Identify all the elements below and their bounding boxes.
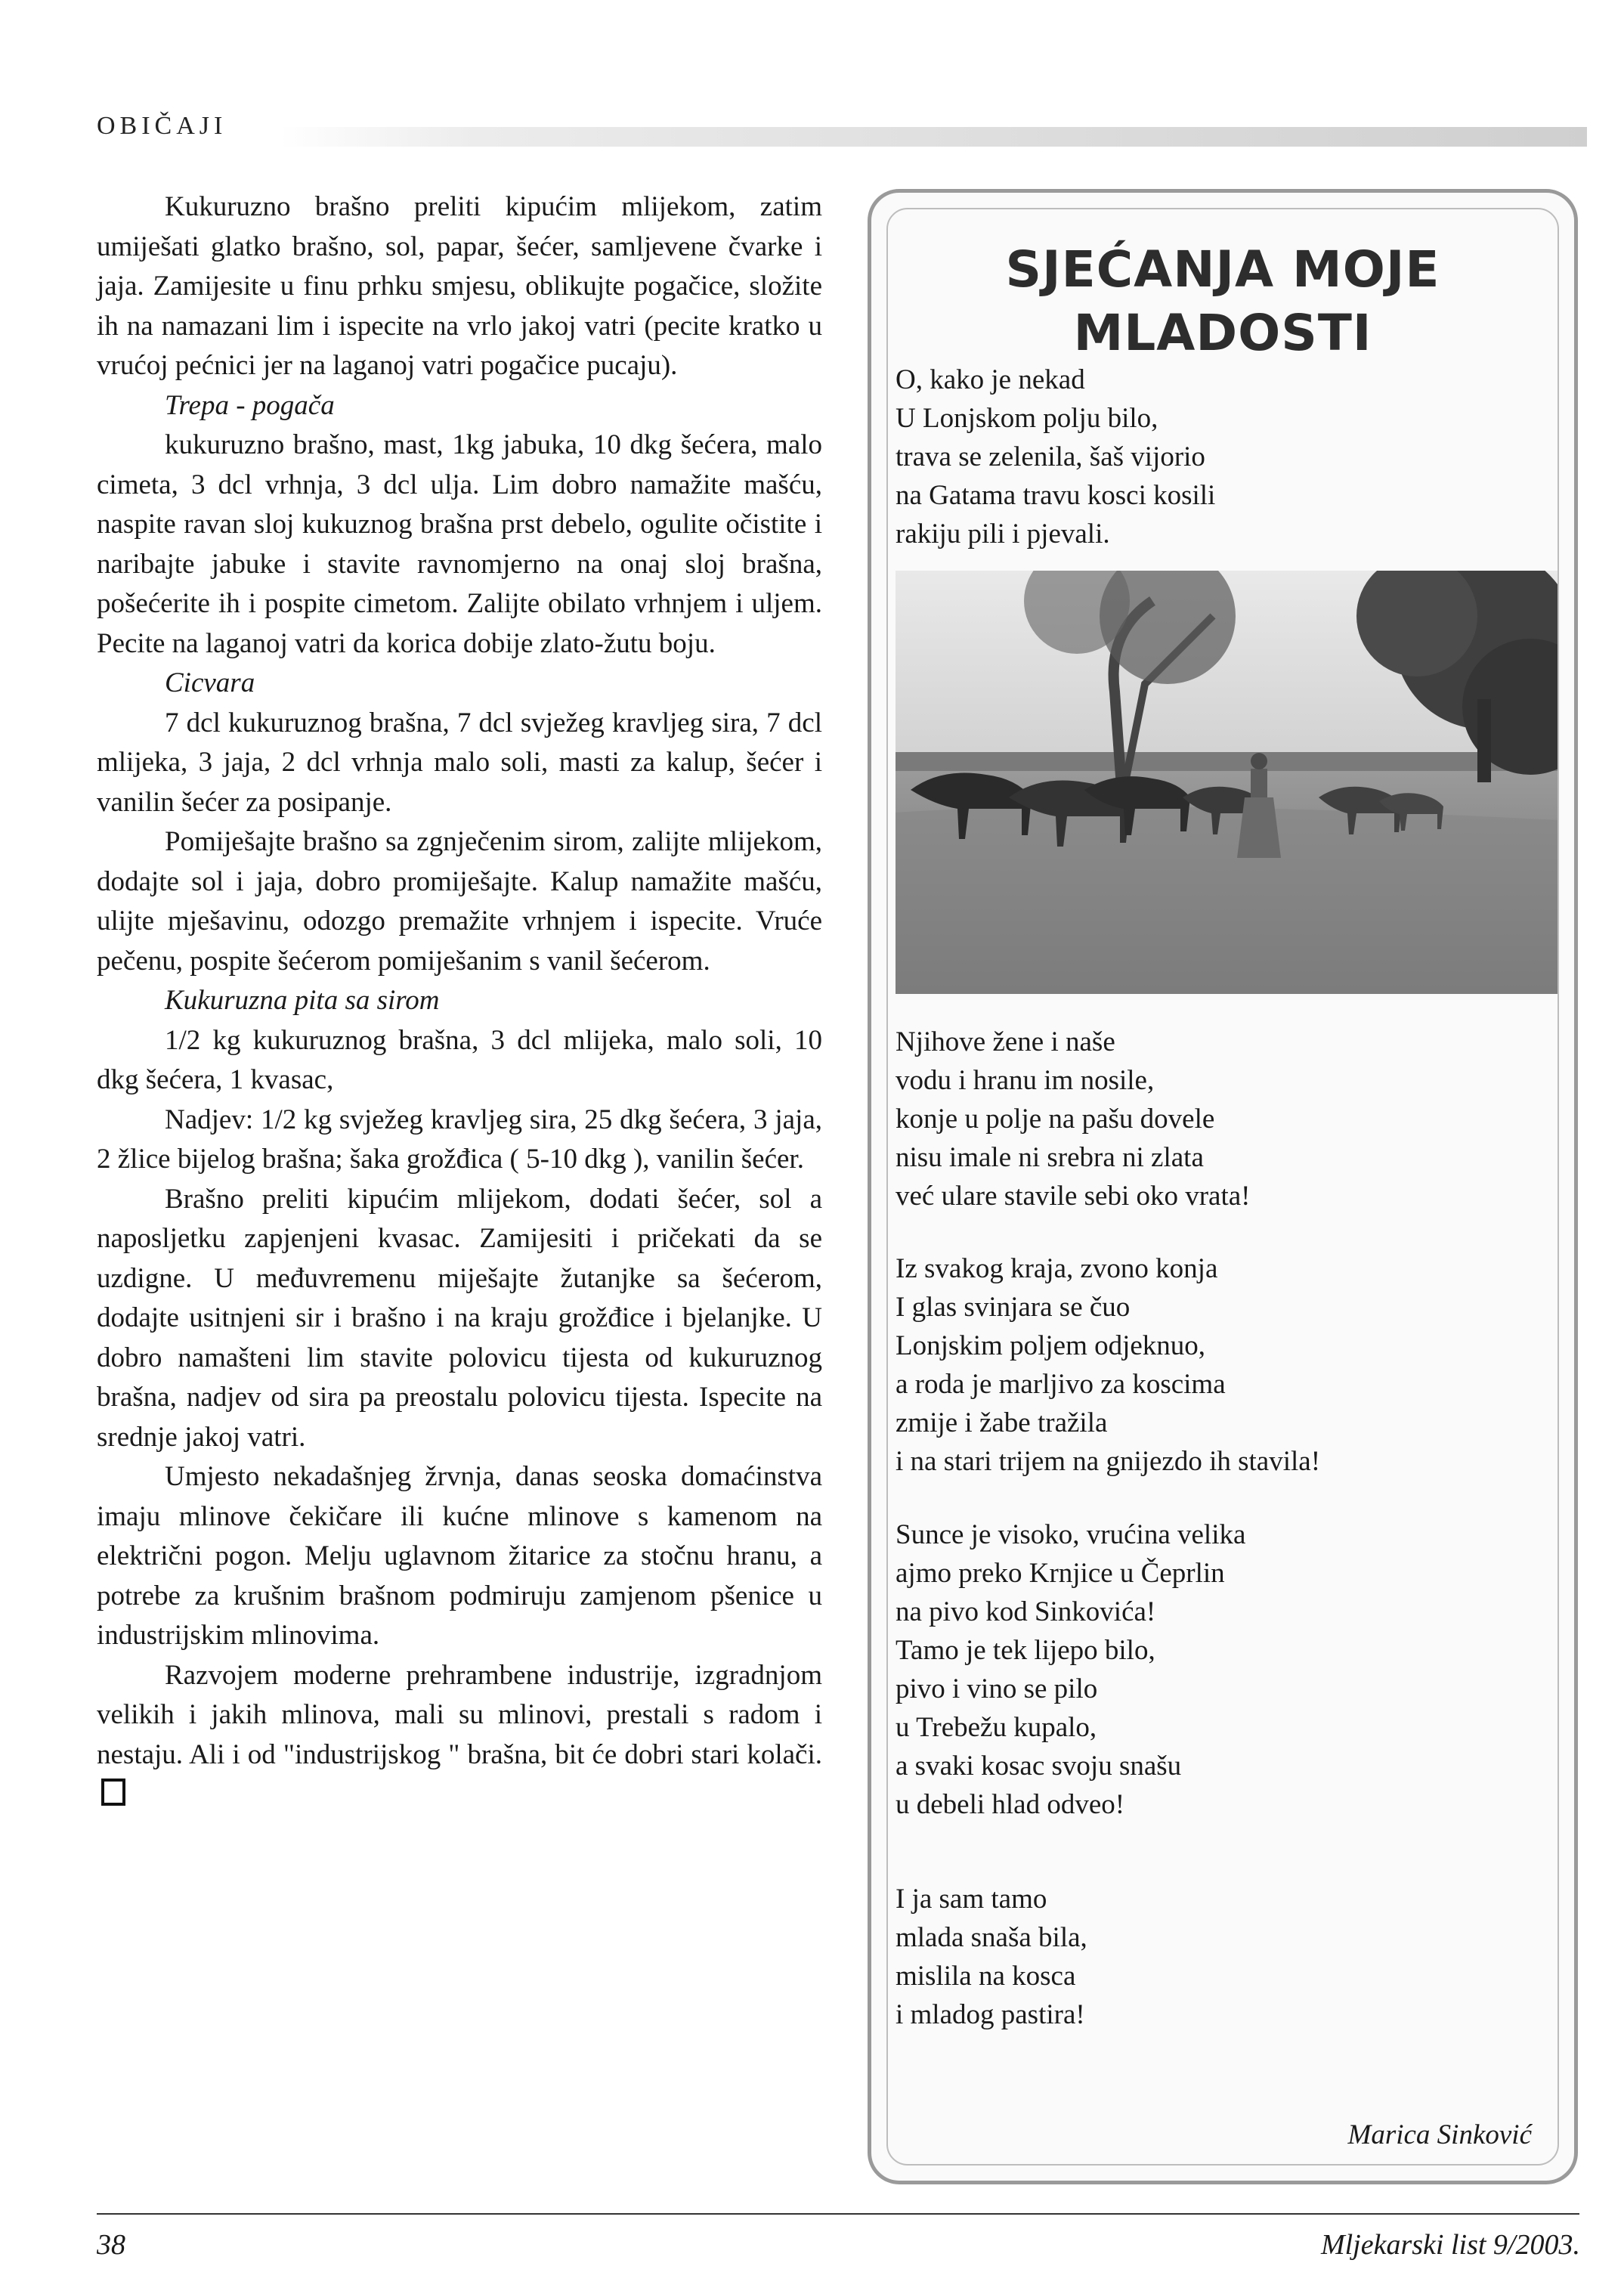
end-mark-icon bbox=[101, 1779, 125, 1806]
horses-photo-image bbox=[896, 571, 1557, 994]
paragraph-mills: Umjesto nekadašnjeg žrvnja, danas seoska domaćinstva imaju mlinove čekičare ili kućne mlinove s kamenom na električni pogon. Melju uglavnom žitarice za stočnu hranu, a potrebe za krušnim brašnom podmiruju zamjenom pšenice u industrijskim mlinovima. bbox=[97, 1461, 822, 1651]
poem-title-line1: SJEĆANJA MOJE bbox=[1005, 240, 1440, 299]
paragraph-pita-method: Brašno preliti kipućim mlijekom, dodati šećer, sol a naposljetku zapjenjeni kvasac. Zamijesiti i pričekati da se uzdigne. U međuvremenu miješajte žutanjke sa šećerom, dodajte usitnjeni sir i brašno i na kraju grožđice i bjelanjke. U dobro namašteni lim stavite polovicu tijesta od kukuruznog brašna, nadjev od sira pa preostalu polovicu tijesta. Ispecite na srednje jakoj vatri. bbox=[97, 1183, 822, 1453]
footer-rule bbox=[97, 2213, 1579, 2215]
stanza-5: I ja sam tamo mlada snaša bila, mislila na kosca i mladog pastira! bbox=[896, 1884, 1087, 2030]
paragraph-cicvara-ingredients: 7 dcl kukuruznog brašna, 7 dcl svježeg kravljeg sira, 7 dcl mlijeka, 3 jaja, 2 dcl vrhnja malo soli, masti za kalup, šećer i vanilin šećer za posipanje. bbox=[97, 707, 822, 818]
paragraph-trepa: kukuruzno brašno, mast, 1kg jabuka, 10 dkg šećera, malo cimeta, 3 dcl vrhnja, 3 dcl ulja. Lim dobro namažite mašću, naspite ravan sloj kukuznog brašna prst debelo, ogulite očistite i naribajte jabuke i stavite ravnomjerno na onaj sloj brašna, pošećerite ih i pospite cimetom. Zalijte obilato vrhnjem i uljem. Pecite na laganoj vatri da korica dobije zlato-žutu boju. bbox=[97, 429, 822, 659]
poem-title-line2: MLADOSTI bbox=[1073, 304, 1372, 362]
stanza-2: Njihove žene i naše vodu i hranu im nosile, konje u polje na pašu dovele nisu imale ni srebra ni zlata već ulare stavile sebi oko vrata! bbox=[896, 1026, 1251, 1212]
stanza-1: O, kako je nekad U Lonjskom polju bilo, trava se zelenila, šaš vijorio na Gatama travu kosci kosili rakiju pili i pjevali. bbox=[896, 364, 1216, 550]
header-rule bbox=[280, 127, 1587, 147]
paragraph-pita-ingredients: 1/2 kg kukuruznog brašna, 3 dcl mlijeka, malo soli, 10 dkg šećera, 1 kvasac, bbox=[97, 1024, 822, 1095]
recipe-title-pita: Kukuruzna pita sa sirom bbox=[165, 985, 440, 1016]
journal-title: Mljekarski list 9/2003. bbox=[1320, 2229, 1580, 2261]
section-label: OBIČAJI bbox=[97, 112, 227, 140]
paragraph-intro: Kukuruzno brašno preliti kipućim mlijekom, zatim umiješati glatko brašno, sol, papar, šećer, samljevene čvarke i jaja. Zamijesite u finu prhku smjesu, oblikujte pogačice, složite ih na namazani lim i ispecite na vrlo jakoj vatri (pecite kratko u vrućoj pećnici jer na laganoj vatri pogačice pucaju). bbox=[97, 191, 822, 381]
page-number: 38 bbox=[97, 2229, 125, 2261]
recipe-title-cicvara: Cicvara bbox=[165, 667, 255, 698]
paragraph-pita-filling: Nadjev: 1/2 kg svježeg kravljeg sira, 25 dkg šećera, 3 jaja, 2 žlice bijelog brašna; šaka grožđica ( 5-10 dkg ), vanilin šećer. bbox=[97, 1104, 822, 1175]
stanza-4: Sunce je visoko, vrućina velika ajmo preko Krnjice u Čeprlin na pivo kod Sinkovića! Tamo je tek lijepo bilo, pivo i vino se pilo u Trebežu kupalo, a svaki kosac svoju snašu u debeli hlad odveo! bbox=[896, 1519, 1246, 1820]
recipes-column bbox=[97, 187, 822, 1815]
paragraph-industry bbox=[97, 1656, 822, 1815]
poem-box bbox=[868, 189, 1578, 2184]
paragraph-cicvara-method: Pomiješajte brašno sa zgnječenim sirom, zalijte mlijekom, dodajte sol i jaja, dobro promiješajte. Kalup namažite mašću, ulijte mješavinu, odozgo premažite vrhnjem i ispecite. Vruće pečenu, pospite šećerom pomiješanim s vanil šećerom. bbox=[97, 826, 822, 977]
horses-photo bbox=[896, 571, 1557, 994]
stanza-3: Iz svakog kraja, zvono konja I glas svinjara se čuo Lonjskim poljem odjeknuo, a roda je marljivo za koscima zmije i žabe tražila i na stari trijem na gnijezdo ih stavila! bbox=[896, 1253, 1321, 1477]
paragraph-industry-text: Razvojem moderne prehrambene industrije, izgradnjom velikih i jakih mlinova, mali su mlinovi, prestali s radom i nestaju. Ali i od "industrijskog " brašna, bit će dobri stari kolači. bbox=[97, 1659, 822, 1770]
recipe-title-trepa: Trepa - pogača bbox=[165, 389, 335, 421]
poem-author: Marica Sinković bbox=[1347, 2119, 1532, 2150]
poem-title bbox=[871, 238, 1574, 365]
